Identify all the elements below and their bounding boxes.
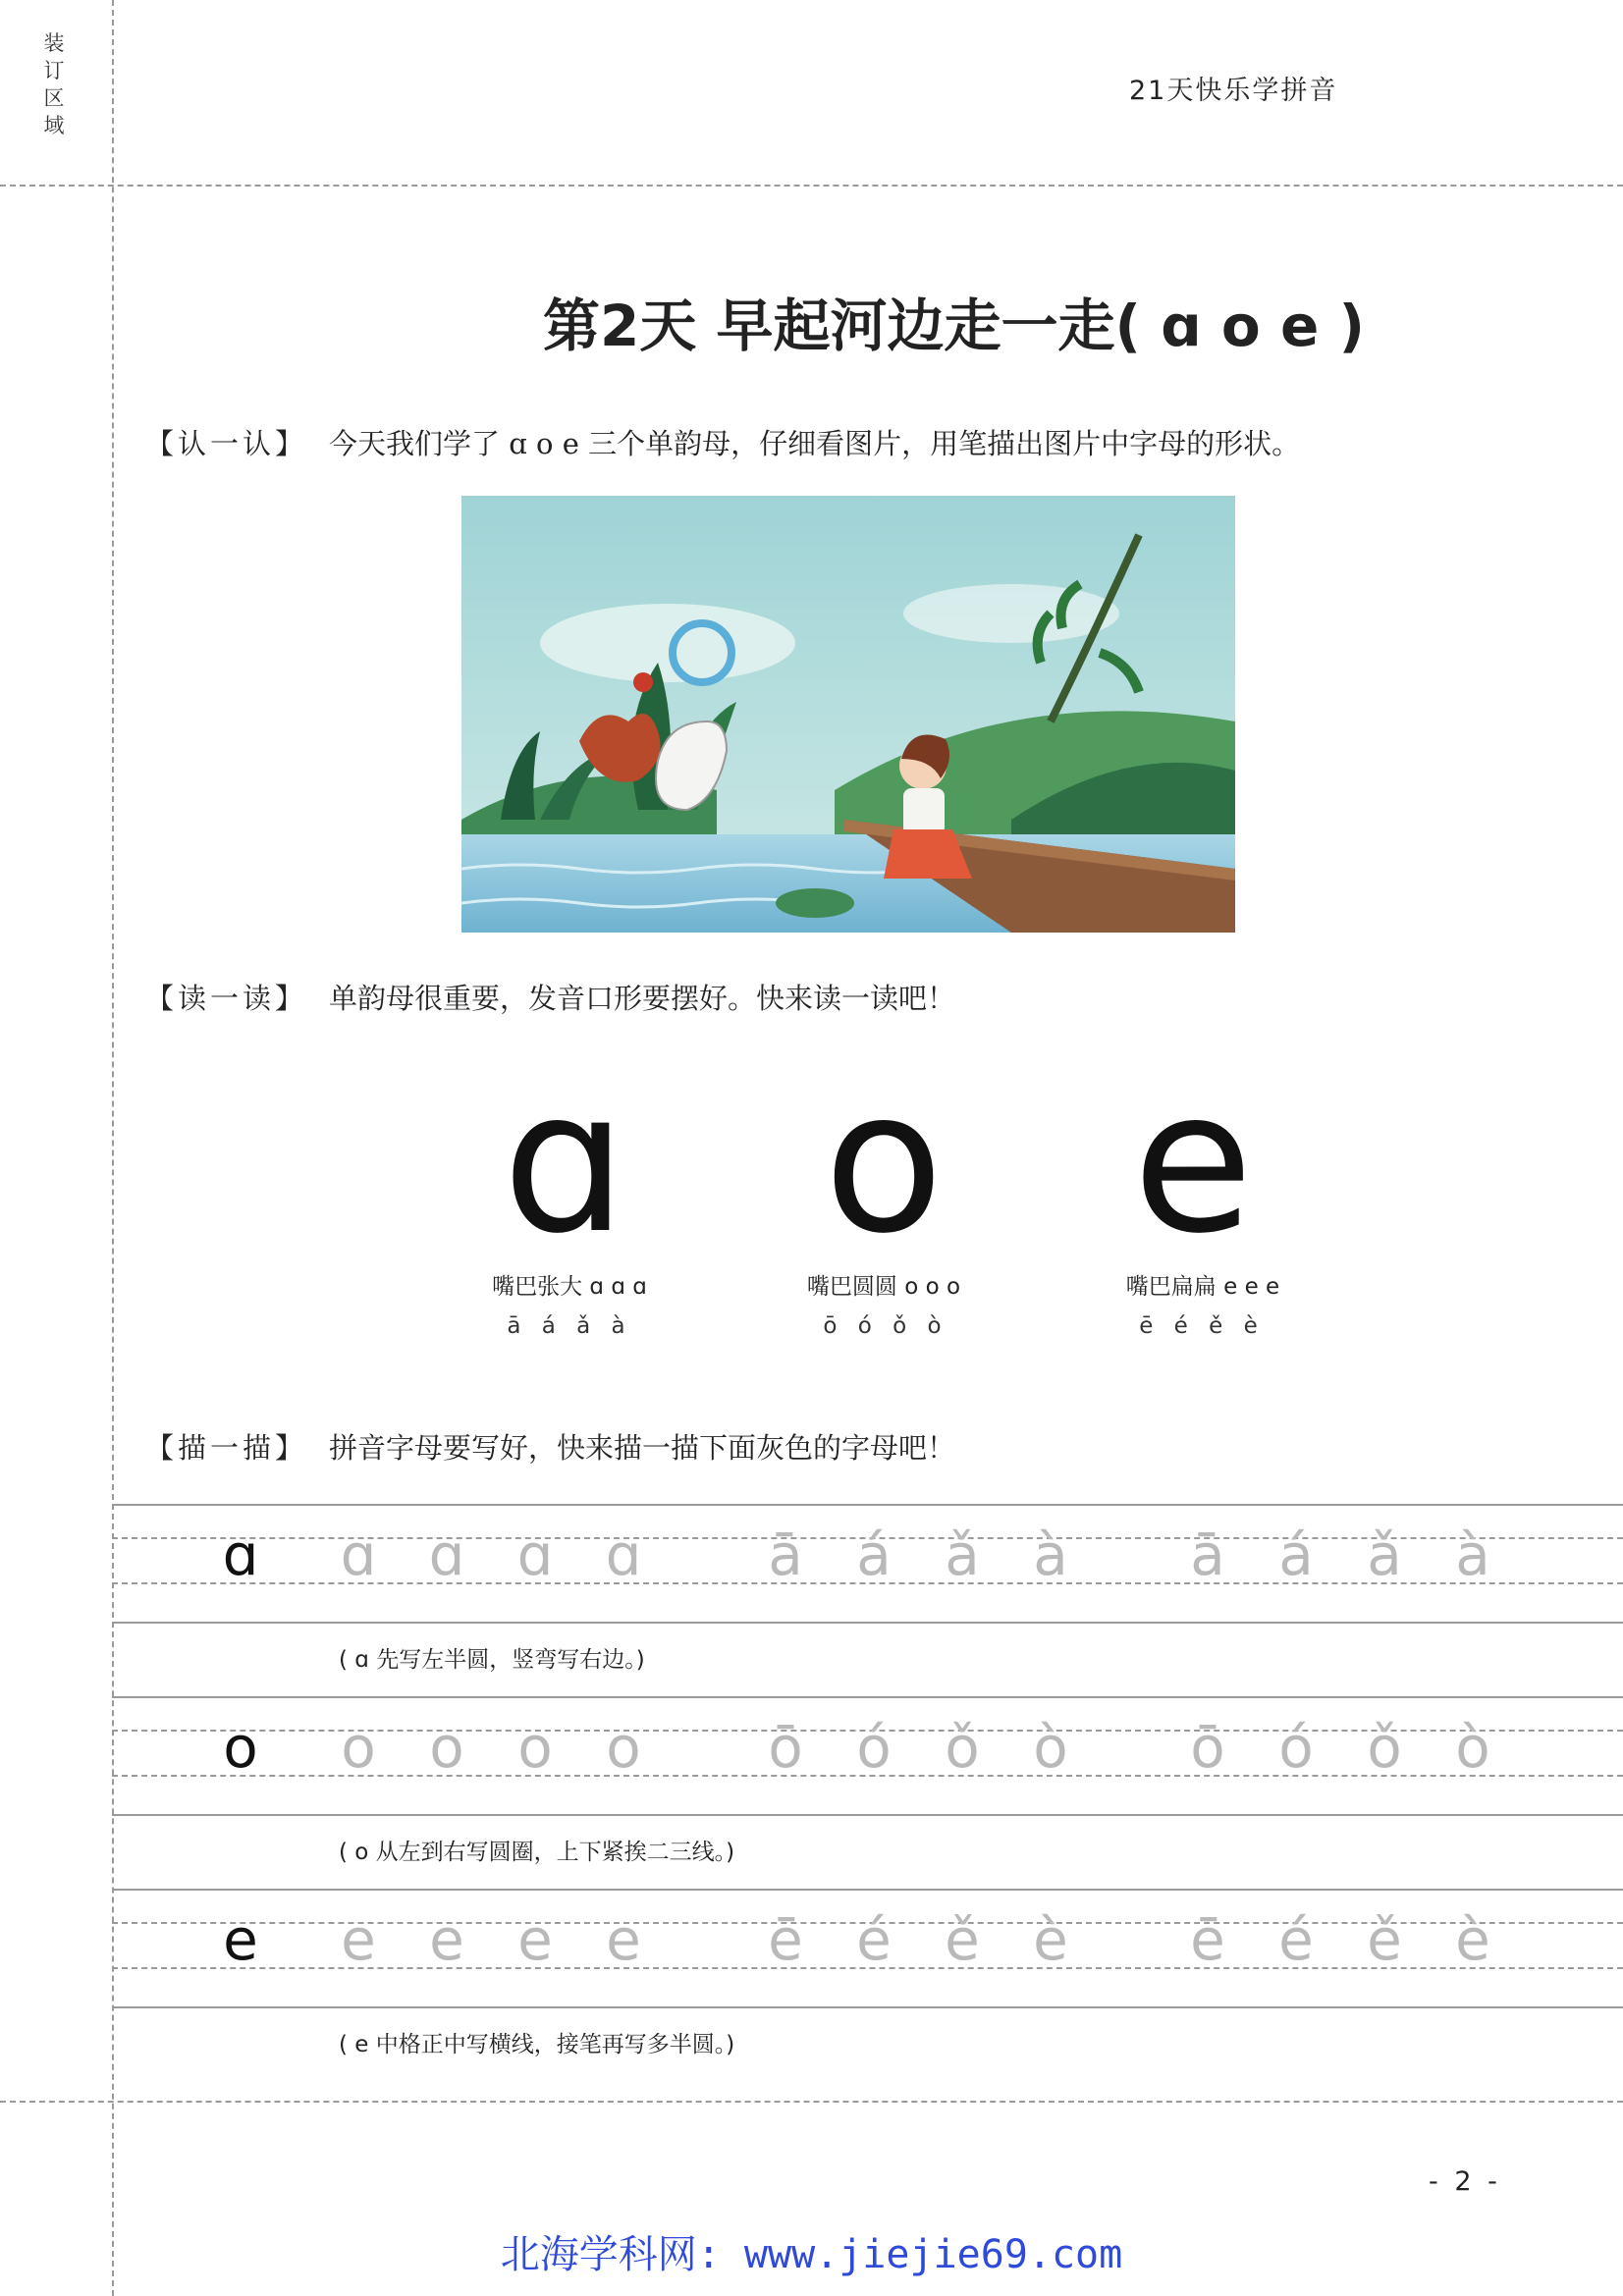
trace-letter[interactable]: ā [768,1522,803,1588]
trace-letter[interactable]: ē [768,1906,803,1973]
vowel-big-letter: o [823,1048,945,1277]
section-instruction: 单韵母很重要，发音口形要摆好。快来读一读吧！ [329,982,956,1015]
vowel-mouth-tip: 嘴巴扁扁 e e e [1125,1274,1280,1300]
trace-letter[interactable]: ǎ [945,1522,980,1588]
top-cut-line [0,185,1623,187]
riverside-illustration [461,496,1235,933]
trace-letter[interactable]: à [1455,1522,1490,1588]
trace-letter[interactable]: è [1033,1906,1068,1973]
trace-letter[interactable]: ě [945,1906,980,1973]
trace-letter[interactable]: ǒ [1367,1714,1402,1781]
writing-hint: ( o 从左到右写圆圈，上下紧挨二三线。) [339,1840,735,1865]
trace-letter[interactable]: ɑ [340,1522,377,1588]
trace-letter[interactable]: o [517,1714,553,1781]
trace-letter[interactable]: ǎ [1367,1522,1402,1588]
trace-letter[interactable]: ě [1367,1906,1402,1973]
bottom-cut-line [0,2101,1623,2103]
binding-label-char: 装 [43,31,65,55]
trace-letter[interactable]: ò [1455,1714,1490,1781]
book-title: 21天快乐学拼音 [1129,76,1338,106]
binding-label-char: 订 [43,59,65,82]
trace-letter[interactable]: ǒ [945,1714,980,1781]
grid-line [112,1814,1623,1816]
trace-letter[interactable]: ó [1278,1714,1314,1781]
trace-letter[interactable]: e [341,1906,376,1973]
model-letter: e [223,1906,258,1973]
model-letter: ɑ [222,1522,259,1588]
trace-letter[interactable]: ō [1190,1714,1225,1781]
trace-letter[interactable]: o [341,1714,376,1781]
trace-letter[interactable]: ɑ [605,1522,642,1588]
trace-letter[interactable]: o [429,1714,464,1781]
model-letter: o [223,1714,258,1781]
lesson-title: 第2天 早起河边走一走( ɑ o e ) [542,293,1366,359]
grid-line [112,1504,1623,1506]
trace-letter[interactable]: ó [856,1714,892,1781]
page-number: - 2 - [1429,2166,1501,2197]
trace-letter[interactable]: ò [1033,1714,1068,1781]
grid-line [112,1889,1623,1891]
trace-letter[interactable]: á [1278,1522,1314,1588]
trace-letter[interactable]: é [856,1906,892,1973]
grid-line [112,1622,1623,1624]
vowel-big-letter: ɑ [502,1048,627,1277]
section-tag: 【读一读】 [145,982,308,1015]
footer-site-link[interactable]: 北海学科网: www.jiejie69.com [500,2232,1123,2277]
vowel-tones: ō ó ǒ ò [823,1313,945,1339]
section-instruction: 拼音字母要写好，快来描一描下面灰色的字母吧！ [329,1431,956,1465]
vowel-mouth-tip: 嘴巴张大 ɑ ɑ ɑ [492,1274,647,1300]
grid-line [112,2006,1623,2008]
section-trace [145,1426,955,1467]
section-instruction: 今天我们学了 ɑ o e 三个单韵母，仔细看图片，用笔描出图片中字母的形状。 [329,427,1301,460]
vowel-tones: ē é ě è [1139,1313,1261,1339]
trace-letter[interactable]: ō [768,1714,803,1781]
section-read [145,977,955,1017]
trace-letter[interactable]: e [517,1906,553,1973]
writing-hint: ( ɑ 先写左半圆，竖弯写右边。) [339,1647,645,1673]
trace-letter[interactable]: è [1455,1906,1490,1973]
trace-letter[interactable]: e [429,1906,464,1973]
vowel-mouth-tip: 嘴巴圆圆 o o o [806,1274,961,1300]
trace-letter[interactable]: ɑ [516,1522,554,1588]
trace-letter[interactable]: é [1278,1906,1314,1973]
binding-label-char: 域 [43,114,65,137]
trace-letter[interactable]: ā [1190,1522,1225,1588]
grid-line [112,1696,1623,1698]
binding-area-label [39,29,69,139]
trace-letter[interactable]: à [1033,1522,1068,1588]
writing-hint: ( e 中格正中写横线，接笔再写多半圆。) [339,2032,735,2057]
trace-letter[interactable]: ē [1190,1906,1225,1973]
section-tag: 【认一认】 [145,427,308,460]
vowel-big-letter: e [1132,1048,1254,1277]
trace-letter[interactable]: ɑ [428,1522,465,1588]
section-tag: 【描一描】 [145,1431,308,1465]
trace-letter[interactable]: á [856,1522,892,1588]
section-recognize [145,422,1300,462]
vowel-tones: ā á ǎ à [507,1313,628,1339]
trace-letter[interactable]: o [606,1714,641,1781]
binding-label-char: 区 [43,86,65,110]
trace-letter[interactable]: e [606,1906,641,1973]
